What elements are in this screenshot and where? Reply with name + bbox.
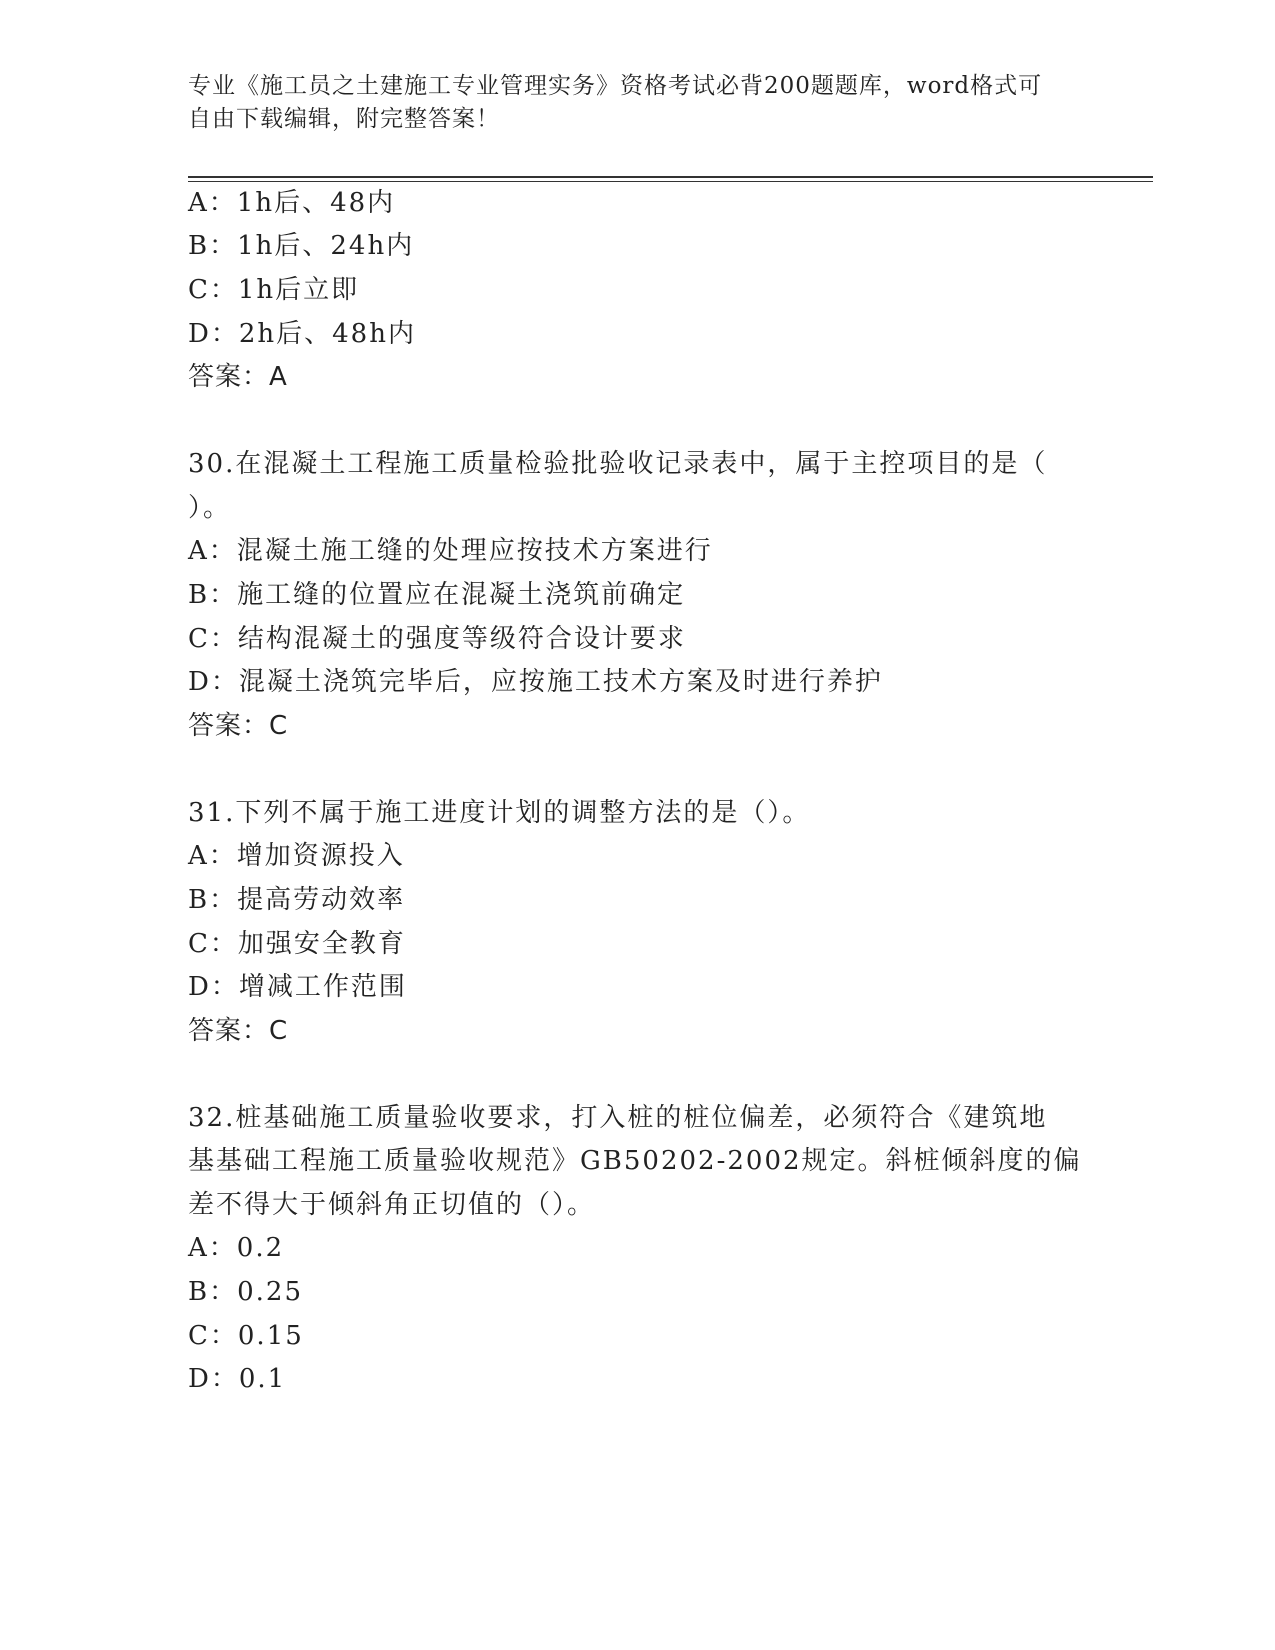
q30-stem-line-1: 30.在混凝土工程施工质量检验批验收记录表中，属于主控项目的是（: [188, 449, 1048, 479]
q30-option-a: A：混凝土施工缝的处理应按技术方案进行: [188, 536, 713, 566]
q30-stem-line-2: ）。: [188, 493, 232, 523]
q30-option-c: C：结构混凝土的强度等级符合设计要求: [188, 624, 686, 654]
q30-option-d: D：混凝土浇筑完毕后，应按施工技术方案及时进行养护: [188, 667, 883, 697]
q31-option-a: A：增加资源投入: [188, 841, 405, 871]
q32-option-c: C：0.15: [188, 1321, 304, 1351]
header-rule-thick: [188, 176, 1153, 178]
q31-option-c: C：加强安全教育: [188, 929, 406, 959]
q31-answer: 答案：C: [188, 1016, 289, 1046]
q32-stem-line-2: 基基础工程施工质量验收规范》GB50202-2002规定。斜桩倾斜度的偏: [188, 1146, 1082, 1176]
header-line-2: 自由下载编辑，附完整答案！: [188, 106, 500, 132]
q30-answer: 答案：C: [188, 711, 289, 741]
document-header: [188, 70, 1068, 136]
q32-stem-line-3: 差不得大于倾斜角正切值的（）。: [188, 1190, 596, 1220]
q32-option-d: D：0.1: [188, 1364, 287, 1394]
q29-option-b: B：1h后、24h内: [188, 231, 415, 261]
header-line-1: 专业《施工员之土建施工专业管理实务》资格考试必背200题题库，word格式可: [188, 73, 1043, 99]
q31-option-b: B：提高劳动效率: [188, 885, 406, 915]
q32-stem-line-1: 32.桩基础施工质量验收要求，打入桩的桩位偏差，必须符合《建筑地: [188, 1103, 1048, 1133]
q29-option-a: A：1h后、48内: [188, 188, 396, 218]
header-rule-thin: [188, 181, 1153, 182]
q29-option-d: D：2h后、48h内: [188, 319, 416, 349]
q31-option-d: D：增减工作范围: [188, 972, 407, 1002]
q31-stem: 31.下列不属于施工进度计划的调整方法的是（）。: [188, 798, 811, 828]
q29-answer: 答案：A: [188, 362, 288, 392]
q32-option-b: B：0.25: [188, 1277, 303, 1307]
q29-option-c: C：1h后立即: [188, 275, 360, 305]
q30-option-b: B：施工缝的位置应在混凝土浇筑前确定: [188, 580, 686, 610]
q32-option-a: A：0.2: [188, 1233, 285, 1263]
